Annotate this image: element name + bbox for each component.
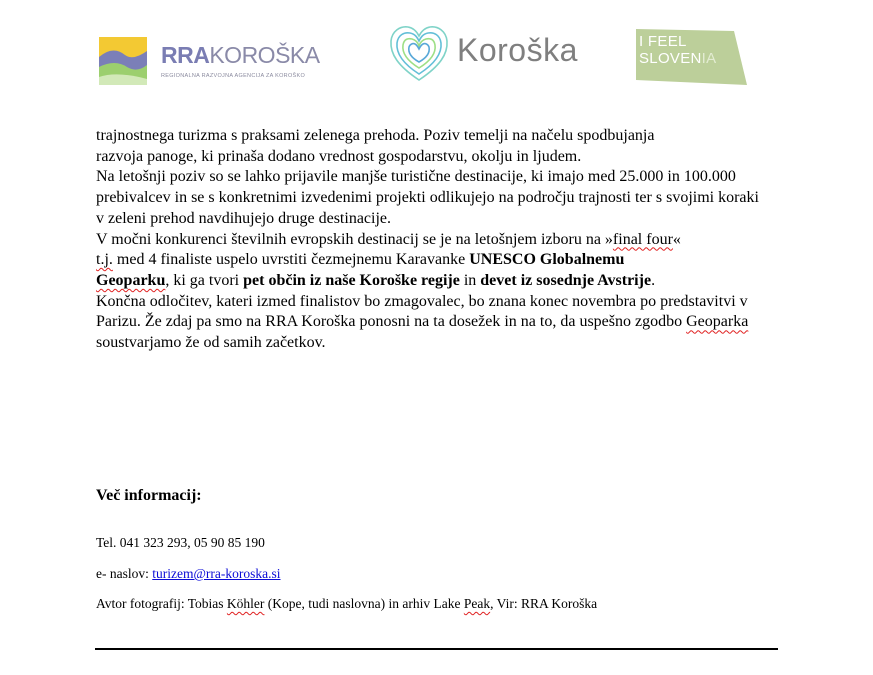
rra-mountain-icon (99, 37, 147, 85)
koroska-logo (388, 24, 578, 84)
koroska-heart-icon (388, 24, 450, 84)
spellcheck-kohler: Köhler (226, 596, 265, 611)
email-link[interactable]: turizem@rra-koroska.si (152, 566, 281, 581)
spellcheck-tj: t.j. (96, 251, 113, 269)
paragraph-3: V močni konkurenci številnih evropskih destinacij se je na letošnjem izboru na »final four« t.j. med 4 finaliste uspelo uvrstiti čezmejnemu Karavanke UNESCO Globalnemu Geoparku, ki ga tvori pet občin iz naše Koroške regije in devet iz sosednje Avstrije. Končna odločitev, kateri izmed finalistov bo zmagovalec, bo znana konec novembra po predstavitvi v Parizu. Že zdaj pa smo na RRA Koroška ponosni na ta dosežek in na to, da uspešno zgodbo Geoparka soustvarjamo že od samih začetkov. (96, 230, 749, 352)
rra-tagline: REGIONALNA RAZVOJNA AGENCIJA ZA KOROŠKO (161, 73, 306, 79)
info-heading: Več informacij: (96, 487, 202, 504)
rra-koroska-logo (99, 35, 320, 87)
phone-line: Tel. 041 323 293, 05 90 85 190 (96, 535, 265, 550)
koroska-logo-text: Koroška (457, 32, 578, 68)
rra-brand-text: RRAKOROŠKA (161, 42, 320, 68)
spellcheck-geoparka: Geoparka (686, 313, 749, 331)
article-body (96, 126, 768, 354)
spellcheck-geoparku: Geoparku (96, 271, 166, 289)
author-line: Avtor fotografij: Tobias Köhler (Kope, tudi naslovna) in arhiv Lake Peak, Vir: RRA Koroška (96, 596, 598, 611)
paragraph-1: trajnostnega turizma s praksami zelenega prehoda. Poziv temelji na načelu spodbujanja razvoja panoge, ki prinaša dodano vrednost gospodarstvu, okolju in ljudem. (96, 127, 655, 165)
i-feel-slovenia-text: I FEEL SLOVENIA (639, 33, 717, 67)
i-feel-slovenia-logo (636, 29, 748, 86)
bottom-divider (95, 648, 778, 650)
paragraph-2: Na letošnji poziv so se lahko prijavile manjše turistične destinacije, ki imajo med 25.000 in 100.000 prebivalcev in se s konkretnimi izvedenimi projekti odlikujejo na področju trajnosti ter s svojimi koraki v zeleni prehod navdihujejo druge destinacije. (96, 168, 759, 227)
email-line: e- naslov: turizem@rra-koroska.si (96, 566, 281, 581)
spellcheck-peak: Peak (463, 596, 491, 611)
spellcheck-final-four: final four (612, 230, 673, 248)
